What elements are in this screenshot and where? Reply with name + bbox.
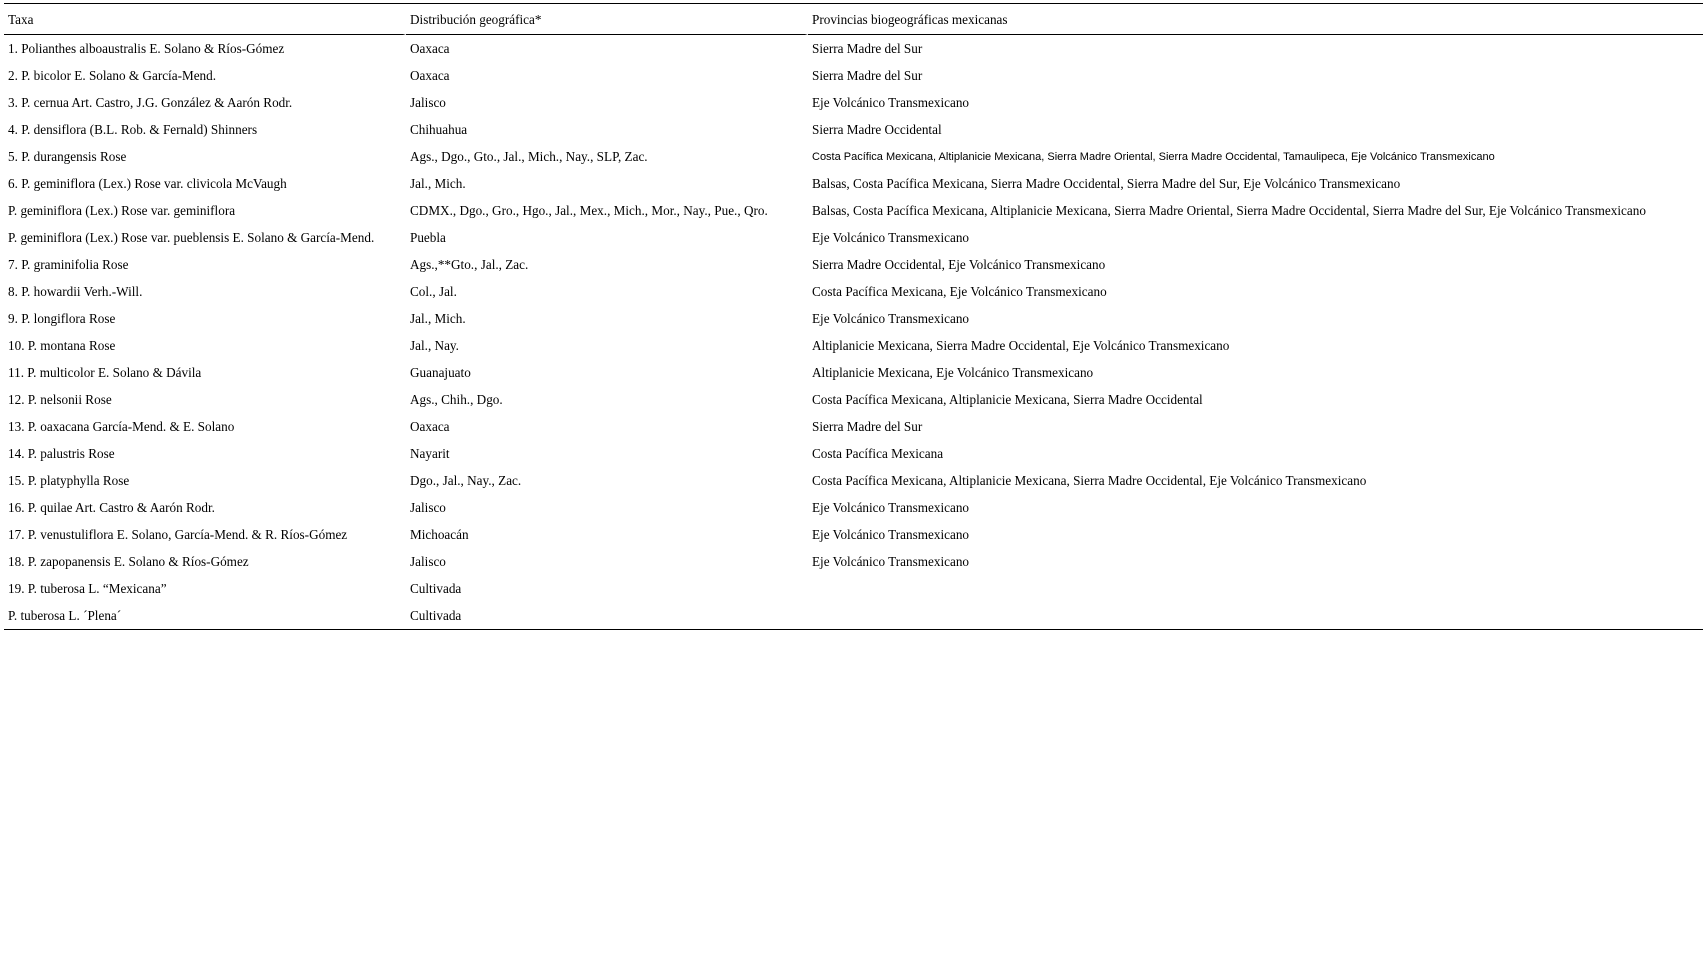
- header-row: [4, 4, 1703, 35]
- provinces-cell: Sierra Madre Occidental, Eje Volcánico Transmexicano: [812, 256, 1106, 272]
- distribution-cell: Oaxaca: [410, 40, 450, 56]
- provinces-cell: Costa Pacífica Mexicana, Eje Volcánico Transmexicano: [812, 283, 1107, 299]
- taxon-cell: P. geminiflora (Lex.) Rose var. pueblensis E. Solano & García-Mend.: [8, 229, 375, 245]
- header-distribution: Distribución geográfica*: [406, 4, 808, 35]
- taxon-cell: 9. P. longiflora Rose: [8, 310, 116, 326]
- provinces-cell: Sierra Madre del Sur: [812, 418, 923, 434]
- table-row: [4, 467, 1703, 494]
- table-row: [4, 143, 1703, 170]
- distribution-cell: Guanajuato: [410, 364, 471, 380]
- provinces-cell: Altiplanicie Mexicana, Sierra Madre Occidental, Eje Volcánico Transmexicano: [812, 337, 1230, 353]
- distribution-cell: Jal., Mich.: [410, 175, 466, 191]
- table-row: [4, 521, 1703, 548]
- table-row: [4, 116, 1703, 143]
- table-row: [4, 224, 1703, 251]
- distribution-cell: Oaxaca: [410, 418, 450, 434]
- distribution-cell: Jal., Nay.: [410, 337, 459, 353]
- taxon-cell: 7. P. graminifolia Rose: [8, 256, 129, 272]
- distribution-cell: Dgo., Jal., Nay., Zac.: [410, 472, 522, 488]
- table-row: [4, 305, 1703, 332]
- provinces-cell: Sierra Madre del Sur: [812, 40, 923, 56]
- provinces-cell: Costa Pacífica Mexicana, Altiplanicie Mexicana, Sierra Madre Occidental, Eje Volcánico Transmexicano: [812, 472, 1367, 488]
- provinces-cell: Eje Volcánico Transmexicano: [812, 499, 970, 515]
- table-row: [4, 494, 1703, 521]
- table-row: [4, 413, 1703, 440]
- taxa-table: [4, 3, 1703, 630]
- header-taxa: Taxa: [4, 4, 406, 35]
- distribution-cell: Oaxaca: [410, 67, 450, 83]
- taxon-cell: 11. P. multicolor E. Solano & Dávila: [8, 364, 202, 380]
- provinces-cell: Costa Pacífica Mexicana, Altiplanicie Mexicana, Sierra Madre Occidental: [812, 391, 1203, 407]
- table-row: [4, 251, 1703, 278]
- provinces-cell: Eje Volcánico Transmexicano: [812, 310, 970, 326]
- provinces-cell: Balsas, Costa Pacífica Mexicana, Altiplanicie Mexicana, Sierra Madre Oriental, Sierra Madre Occidental, Sierra Madre del Sur, Eje Volcánico Transmexicano: [812, 202, 1646, 218]
- table-row: [4, 602, 1703, 629]
- table-row: [4, 575, 1703, 602]
- table-row: [4, 89, 1703, 116]
- provinces-cell: Sierra Madre Occidental: [812, 121, 942, 137]
- taxon-cell: 15. P. platyphylla Rose: [8, 472, 130, 488]
- taxon-cell: 10. P. montana Rose: [8, 337, 116, 353]
- taxon-cell: 19. P. tuberosa L. “Mexicana”: [8, 580, 167, 596]
- table-row: [4, 278, 1703, 305]
- table-row: [4, 197, 1703, 224]
- table-body: [4, 35, 1703, 629]
- taxon-cell: 1. Polianthes alboaustralis E. Solano & Ríos-Gómez: [8, 40, 285, 56]
- distribution-cell: CDMX., Dgo., Gro., Hgo., Jal., Mex., Mich., Mor., Nay., Pue., Qro.: [410, 202, 768, 218]
- taxon-cell: 17. P. venustuliflora E. Solano, García-Mend. & R. Ríos-Gómez: [8, 526, 348, 542]
- distribution-cell: Ags.,**Gto., Jal., Zac.: [410, 256, 529, 272]
- header-provinces: Provincias biogeográficas mexicanas: [808, 4, 1703, 35]
- table-row: [4, 359, 1703, 386]
- table-row: [4, 62, 1703, 89]
- provinces-cell: Eje Volcánico Transmexicano: [812, 94, 970, 110]
- taxon-cell: 13. P. oaxacana García-Mend. & E. Solano: [8, 418, 235, 434]
- distribution-cell: Ags., Dgo., Gto., Jal., Mich., Nay., SLP, Zac.: [410, 148, 648, 164]
- distribution-cell: Jal., Mich.: [410, 310, 466, 326]
- table-row: [4, 35, 1703, 62]
- provinces-cell: Costa Pacífica Mexicana: [812, 445, 944, 461]
- taxon-cell: 5. P. durangensis Rose: [8, 148, 127, 164]
- taxon-cell: 12. P. nelsonii Rose: [8, 391, 112, 407]
- provinces-cell: [808, 602, 1703, 629]
- provinces-cell: Costa Pacífica Mexicana, Altiplanicie Mexicana, Sierra Madre Oriental, Sierra Madre Occidental, Tamaulipeca, Eje Volcánico Transmexicano: [812, 150, 1495, 163]
- taxon-cell: 6. P. geminiflora (Lex.) Rose var. clivicola McVaugh: [8, 175, 287, 191]
- provinces-cell: [808, 575, 1703, 602]
- provinces-cell: Eje Volcánico Transmexicano: [812, 526, 970, 542]
- table-row: [4, 386, 1703, 413]
- table-row: [4, 548, 1703, 575]
- distribution-cell: Jalisco: [410, 94, 446, 110]
- table-header: [4, 4, 1703, 35]
- provinces-cell: Eje Volcánico Transmexicano: [812, 229, 970, 245]
- table-row: [4, 170, 1703, 197]
- table-row: [4, 332, 1703, 359]
- taxon-cell: 4. P. densiflora (B.L. Rob. & Fernald) Shinners: [8, 121, 258, 137]
- distribution-cell: Michoacán: [410, 526, 469, 542]
- distribution-cell: Nayarit: [410, 445, 450, 461]
- provinces-cell: Eje Volcánico Transmexicano: [812, 553, 970, 569]
- distribution-cell: Col., Jal.: [410, 283, 457, 299]
- taxon-cell: 8. P. howardii Verh.-Will.: [8, 283, 143, 299]
- taxon-cell: P. geminiflora (Lex.) Rose var. geminiflora: [8, 202, 236, 218]
- distribution-cell: Cultivada: [410, 580, 462, 596]
- distribution-cell: Jalisco: [410, 553, 446, 569]
- taxon-cell: 2. P. bicolor E. Solano & García-Mend.: [8, 67, 217, 83]
- provinces-cell: Balsas, Costa Pacífica Mexicana, Sierra Madre Occidental, Sierra Madre del Sur, Eje Volcánico Transmexicano: [812, 175, 1401, 191]
- taxon-cell: 3. P. cernua Art. Castro, J.G. González & Aarón Rodr.: [8, 94, 293, 110]
- table-row: [4, 440, 1703, 467]
- taxon-cell: 14. P. palustris Rose: [8, 445, 115, 461]
- taxon-cell: P. tuberosa L. ´Plena´: [8, 607, 122, 623]
- distribution-cell: Puebla: [410, 229, 446, 245]
- provinces-cell: Altiplanicie Mexicana, Eje Volcánico Transmexicano: [812, 364, 1094, 380]
- distribution-cell: Cultivada: [410, 607, 462, 623]
- distribution-cell: Ags., Chih., Dgo.: [410, 391, 503, 407]
- distribution-cell: Jalisco: [410, 499, 446, 515]
- taxa-table-container: [4, 3, 1703, 630]
- taxon-cell: 18. P. zapopanensis E. Solano & Ríos-Gómez: [8, 553, 249, 569]
- distribution-cell: Chihuahua: [410, 121, 468, 137]
- provinces-cell: Sierra Madre del Sur: [812, 67, 923, 83]
- taxon-cell: 16. P. quilae Art. Castro & Aarón Rodr.: [8, 499, 215, 515]
